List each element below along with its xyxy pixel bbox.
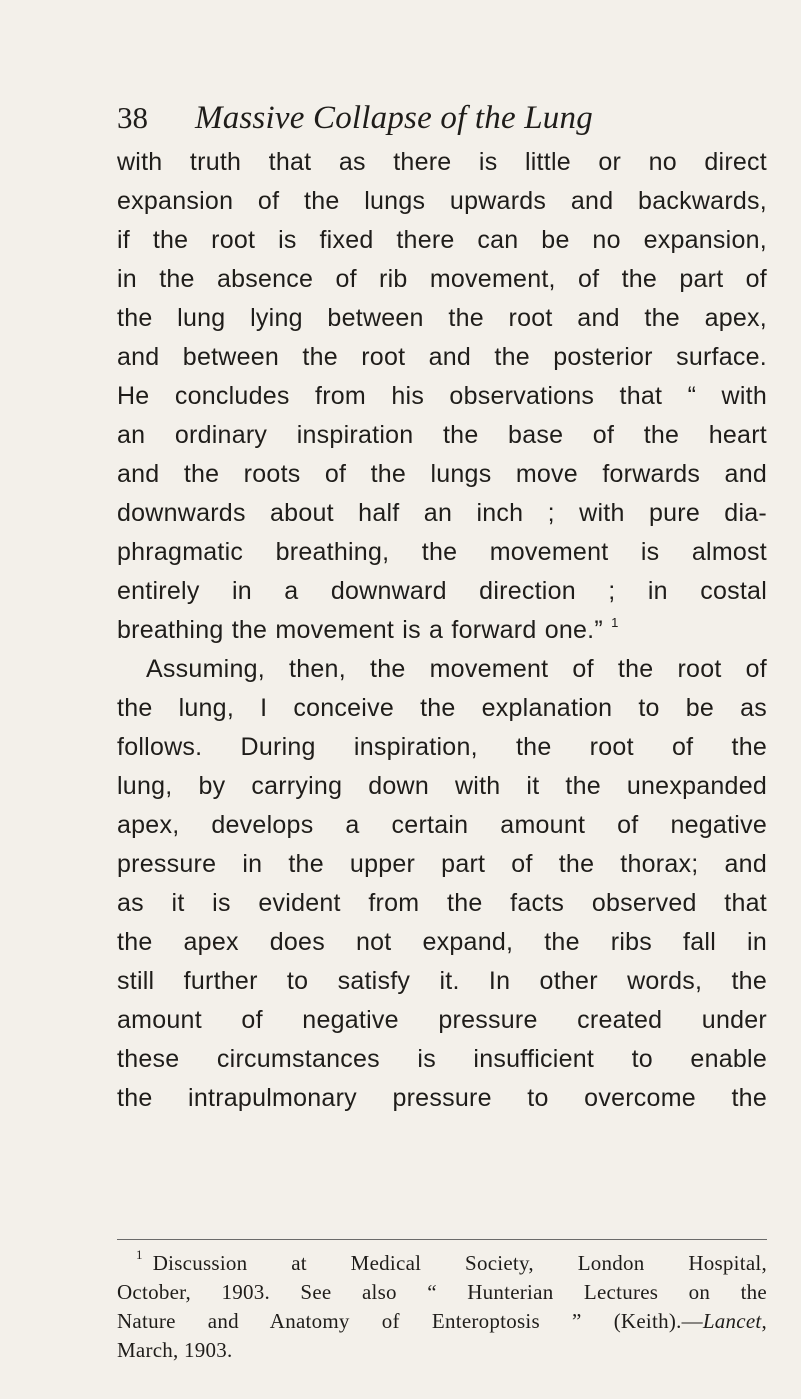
running-head — [117, 92, 767, 142]
body-text — [117, 143, 767, 1118]
text-line: the apex does not expand, the ribs fall in — [117, 928, 767, 956]
text-line: an ordinary inspiration the base of the heart — [117, 421, 767, 449]
text-line: the intrapulmonary pressure to overcome the — [117, 1084, 767, 1112]
text-line: these circumstances is insufficient to enable — [117, 1045, 767, 1073]
footnote-reference: 1 — [611, 615, 619, 630]
text-line: and between the root and the posterior surface. — [117, 343, 767, 371]
paragraph-first-line: Assuming, then, the movement of the root of — [146, 655, 767, 683]
text-line: apex, develops a certain amount of negative — [117, 811, 767, 839]
footnote-line — [117, 1249, 767, 1278]
text-line: with truth that as there is little or no direct — [117, 148, 767, 176]
text-line: downwards about half an inch ; with pure dia- — [117, 499, 767, 527]
text-line-with-footnote-ref — [117, 611, 767, 650]
footnote-punctuation: , — [761, 1309, 767, 1333]
footnote-line — [117, 1307, 767, 1336]
text-line: if the root is fixed there can be no expansion, — [117, 226, 767, 254]
page-number: 38 — [117, 100, 148, 135]
footnote-text: Discussion at Medical Society, London Hospital, — [152, 1251, 767, 1275]
text-line: He concludes from his observations that “ with — [117, 382, 767, 410]
footnote — [117, 1249, 767, 1365]
text-line: pressure in the upper part of the thorax; and — [117, 850, 767, 878]
text-line: the lung, I conceive the explanation to be as — [117, 694, 767, 722]
text-line: still further to satisfy it. In other words, the — [117, 967, 767, 995]
footnote-marker: 1 — [136, 1249, 143, 1262]
text-line: breathing the movement is a forward one.” — [117, 616, 603, 644]
running-title: Massive Collapse of the Lung — [195, 100, 593, 136]
text-line: as it is evident from the facts observed that — [117, 889, 767, 917]
text-line: lung, by carrying down with it the unexpanded — [117, 772, 767, 800]
footnote-divider — [117, 1239, 767, 1240]
text-line: the lung lying between the root and the apex, — [117, 304, 767, 332]
text-line: amount of negative pressure created under — [117, 1006, 767, 1034]
footnote-line: October, 1903. See also “ Hunterian Lectures on the — [117, 1280, 767, 1304]
text-line: expansion of the lungs upwards and backwards, — [117, 187, 767, 215]
journal-title: Lancet — [702, 1309, 762, 1333]
text-line: phragmatic breathing, the movement is almost — [117, 538, 767, 566]
footnote-line: March, 1903. — [117, 1338, 233, 1362]
text-line: follows. During inspiration, the root of the — [117, 733, 767, 761]
text-line: entirely in a downward direction ; in costal — [117, 577, 767, 605]
footnote-text: Nature and Anatomy of Enteroptosis ” (Keith).— — [117, 1309, 703, 1333]
text-line: in the absence of rib movement, of the part of — [117, 265, 767, 293]
text-line: and the roots of the lungs move forwards and — [117, 460, 767, 488]
